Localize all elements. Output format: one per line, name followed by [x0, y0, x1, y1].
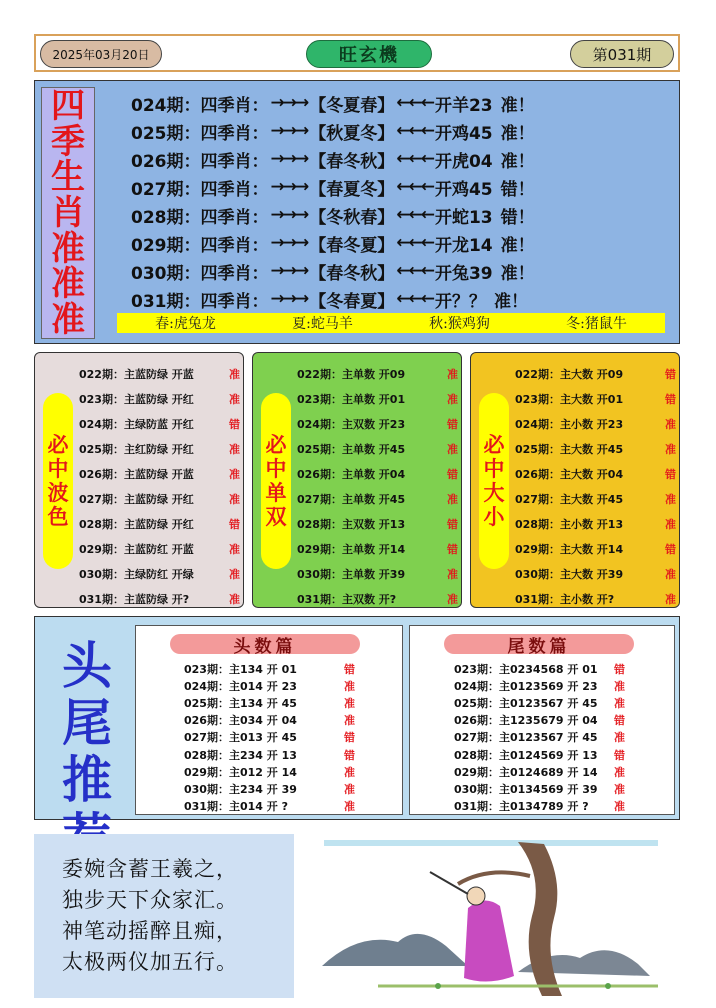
oddeven-result: 错 — [447, 417, 458, 431]
oddeven-row — [297, 536, 457, 561]
wave-text: 029期：主蓝防红 开蓝 — [79, 542, 194, 556]
poem-line: 委婉含蓄王羲之， — [62, 857, 238, 881]
poem-box — [34, 834, 294, 998]
bigsmall-text: 025期：主大数 开45 — [515, 442, 624, 456]
wave-text: 023期：主蓝防绿 开红 — [79, 392, 194, 406]
oddeven-row — [297, 361, 457, 386]
wave-color-list — [79, 361, 239, 611]
season-result: 错！ — [500, 207, 535, 228]
tail-row — [454, 780, 666, 797]
oddeven-text: 022期：主单数 开09 — [297, 367, 406, 381]
season-arrow-left: ←←← — [396, 289, 433, 309]
head-result: 准 — [344, 679, 355, 693]
head-row — [184, 798, 394, 815]
bigsmall-result: 准 — [665, 442, 676, 456]
oddeven-row — [297, 386, 457, 411]
bigsmall-text: 027期：主大数 开45 — [515, 492, 624, 506]
season-open: 开龙14 — [434, 235, 493, 256]
season-row — [131, 285, 671, 313]
sky-strip — [324, 840, 658, 846]
bigsmall-row — [515, 536, 675, 561]
wave-text: 024期：主绿防蓝 开红 — [79, 417, 194, 431]
wave-result: 准 — [229, 367, 240, 381]
grass — [435, 983, 441, 989]
head-row — [184, 660, 394, 677]
big-small-list — [515, 361, 675, 611]
oddeven-text: 030期：主单数 开39 — [297, 567, 406, 581]
tree-branch — [458, 872, 530, 884]
odd-even-label — [261, 393, 291, 569]
label-char: 必 — [265, 432, 287, 457]
bigsmall-result: 准 — [665, 517, 676, 531]
wave-row — [79, 511, 239, 536]
tail-result: 准 — [614, 679, 625, 693]
label-char: 季 — [51, 121, 85, 162]
season-arrow-right: →→→ — [270, 93, 308, 113]
season-result: 准！ — [500, 151, 535, 172]
figure-robe — [464, 900, 514, 981]
bigsmall-row — [515, 561, 675, 586]
season-arrow-right: →→→ — [270, 149, 308, 169]
calligrapher-illustration — [318, 836, 664, 998]
season-row — [131, 173, 671, 201]
season-open: 开虎04 — [434, 151, 493, 172]
wave-row — [79, 486, 239, 511]
bigsmall-text: 022期：主大数 开09 — [515, 367, 624, 381]
head-result: 准 — [344, 782, 355, 796]
head-row — [184, 763, 394, 780]
season-arrow-right: →→→ — [270, 289, 308, 309]
label-char: 推 — [62, 750, 112, 809]
oddeven-result: 准 — [447, 442, 458, 456]
tail-result: 错 — [614, 662, 625, 676]
season-guess: 【春夏冬】 — [309, 179, 395, 200]
season-row — [131, 89, 671, 117]
season-open: 开鸡45 — [434, 179, 493, 200]
season-guess: 【冬秋春】 — [309, 207, 395, 228]
bigsmall-row — [515, 411, 675, 436]
label-char: 中 — [483, 456, 505, 481]
wave-text: 026期：主蓝防绿 开蓝 — [79, 467, 194, 481]
head-text: 024期：主014 开 23 — [184, 679, 297, 693]
bigsmall-text: 031期：主小数 开? — [515, 592, 615, 606]
wave-row — [79, 386, 239, 411]
wave-row — [79, 561, 239, 586]
label-char: 色 — [47, 505, 69, 530]
head-text: 030期：主234 开 39 — [184, 782, 297, 796]
season-period: 024期：四季肖： — [131, 95, 269, 116]
wave-result: 错 — [229, 417, 240, 431]
oddeven-row — [297, 586, 457, 611]
head-text: 025期：主134 开 45 — [184, 696, 297, 710]
oddeven-text: 026期：主单数 开04 — [297, 467, 406, 481]
label-char: 中 — [47, 456, 69, 481]
bigsmall-row — [515, 461, 675, 486]
tail-result: 错 — [614, 748, 625, 762]
season-arrow-right: →→→ — [270, 177, 308, 197]
season-guess: 【春冬夏】 — [309, 235, 395, 256]
four-seasons-section — [34, 80, 680, 344]
season-guess: 【春冬秋】 — [309, 151, 395, 172]
season-arrow-left: ←←← — [396, 121, 433, 141]
label-char: 准 — [51, 228, 85, 269]
label-char: 单 — [265, 481, 287, 505]
wave-row — [79, 411, 239, 436]
poem-line: 太极两仪加五行。 — [62, 950, 238, 974]
wave-result: 准 — [229, 392, 240, 406]
legend-spring: 春:虎兔龙 — [155, 316, 216, 332]
oddeven-result: 准 — [447, 492, 458, 506]
tail-text: 031期：主0134789 开 ? — [454, 800, 589, 814]
season-arrow-left: ←←← — [396, 233, 433, 253]
season-guess: 【冬春夏】 — [309, 291, 395, 312]
bigsmall-row — [515, 386, 675, 411]
wave-row — [79, 586, 239, 611]
tail-row — [454, 694, 666, 711]
head-number-panel — [135, 625, 403, 815]
head-row — [184, 712, 394, 729]
tail-result: 错 — [614, 714, 625, 728]
odd-even-list — [297, 361, 457, 611]
season-row — [131, 117, 671, 145]
label-char: 必 — [47, 432, 69, 457]
label-char: 准 — [51, 300, 85, 341]
bigsmall-result: 错 — [665, 367, 676, 381]
season-result: 错！ — [500, 179, 535, 200]
tail-row — [454, 746, 666, 763]
tail-row — [454, 798, 666, 815]
head-number-list — [184, 660, 394, 815]
tail-number-panel — [409, 625, 675, 815]
wave-result: 准 — [229, 542, 240, 556]
legend-winter: 冬:猪鼠牛 — [566, 316, 627, 332]
head-row — [184, 729, 394, 746]
bigsmall-row — [515, 436, 675, 461]
season-period: 028期：四季肖： — [131, 207, 269, 228]
head-result: 错 — [344, 731, 355, 745]
oddeven-text: 024期：主双数 开23 — [297, 417, 406, 431]
head-text: 026期：主034 开 04 — [184, 714, 297, 728]
season-arrow-right: →→→ — [270, 205, 308, 225]
head-result: 错 — [344, 662, 355, 676]
bigsmall-result: 错 — [665, 392, 676, 406]
label-char: 必 — [483, 432, 505, 457]
label-char: 头 — [62, 636, 112, 695]
bigsmall-text: 024期：主小数 开23 — [515, 417, 624, 431]
oddeven-row — [297, 561, 457, 586]
tail-row — [454, 660, 666, 677]
season-arrow-right: →→→ — [270, 233, 308, 253]
season-period: 029期：四季肖： — [131, 235, 269, 256]
tail-result: 准 — [614, 696, 625, 710]
wave-result: 错 — [229, 517, 240, 531]
season-result: 准！ — [493, 291, 528, 312]
season-row — [131, 201, 671, 229]
season-period: 026期：四季肖： — [131, 151, 269, 172]
wave-row — [79, 461, 239, 486]
label-char: 尾 — [62, 693, 112, 752]
oddeven-row — [297, 461, 457, 486]
poem-line: 独步天下众家汇。 — [62, 888, 238, 912]
legend-autumn: 秋:猴鸡狗 — [429, 316, 490, 332]
bigsmall-text: 029期：主大数 开14 — [515, 542, 624, 556]
tail-text: 030期：主0134569 开 39 — [454, 782, 598, 796]
label-char: 中 — [265, 456, 287, 481]
bigsmall-result: 准 — [665, 567, 676, 581]
bigsmall-result: 准 — [665, 417, 676, 431]
season-period: 027期：四季肖： — [131, 179, 269, 200]
wave-result: 准 — [229, 567, 240, 581]
brand-title: 旺玄機 — [306, 40, 432, 68]
wave-text: 028期：主蓝防绿 开红 — [79, 517, 194, 531]
season-arrow-left: ←←← — [396, 205, 433, 225]
wave-result: 准 — [229, 492, 240, 506]
bigsmall-result: 准 — [665, 592, 676, 606]
tail-text: 028期：主0124569 开 13 — [454, 748, 598, 762]
oddeven-result: 准 — [447, 367, 458, 381]
head-result: 准 — [344, 696, 355, 710]
rock-left — [322, 934, 468, 966]
oddeven-text: 023期：主单数 开01 — [297, 392, 406, 406]
bigsmall-result: 错 — [665, 467, 676, 481]
label-char: 肖 — [51, 192, 85, 233]
four-seasons-label — [41, 87, 95, 339]
season-period: 031期：四季肖： — [131, 291, 269, 312]
season-arrow-right: →→→ — [270, 261, 308, 281]
grass — [605, 983, 611, 989]
season-open: 开？？ — [434, 291, 486, 312]
label-char: 大 — [483, 481, 505, 505]
head-tail-label — [47, 637, 127, 865]
season-arrow-right: →→→ — [270, 121, 308, 141]
head-number-title: 头数篇 — [170, 634, 360, 654]
oddeven-result: 错 — [447, 517, 458, 531]
season-result: 准！ — [500, 123, 535, 144]
oddeven-text: 028期：主双数 开13 — [297, 517, 406, 531]
tail-text: 027期：主0123567 开 45 — [454, 731, 598, 745]
bigsmall-row — [515, 586, 675, 611]
bigsmall-row — [515, 361, 675, 386]
head-text: 027期：主013 开 45 — [184, 731, 297, 745]
issue-badge: 第031期 — [570, 40, 674, 68]
wave-text: 022期：主蓝防绿 开蓝 — [79, 367, 194, 381]
bigsmall-result: 准 — [665, 492, 676, 506]
wave-row — [79, 436, 239, 461]
oddeven-text: 025期：主单数 开45 — [297, 442, 406, 456]
tail-number-list — [454, 660, 666, 815]
tail-result: 准 — [614, 765, 625, 779]
oddeven-text: 029期：主单数 开14 — [297, 542, 406, 556]
wave-result: 准 — [229, 467, 240, 481]
legend-summer: 夏:蛇马羊 — [292, 316, 353, 332]
head-row — [184, 677, 394, 694]
season-open: 开兔39 — [434, 263, 493, 284]
label-char: 小 — [483, 505, 505, 530]
head-text: 031期：主014 开 ? — [184, 800, 288, 814]
tail-result: 准 — [614, 731, 625, 745]
wave-text: 027期：主蓝防绿 开红 — [79, 492, 194, 506]
season-period: 030期：四季肖： — [131, 263, 269, 284]
bigsmall-row — [515, 511, 675, 536]
season-row — [131, 145, 671, 173]
season-result: 准！ — [500, 235, 535, 256]
season-arrow-left: ←←← — [396, 177, 433, 197]
bigsmall-text: 023期：主大数 开01 — [515, 392, 624, 406]
bigsmall-row — [515, 486, 675, 511]
wave-result: 准 — [229, 442, 240, 456]
figure-head — [467, 887, 485, 905]
oddeven-row — [297, 511, 457, 536]
bigsmall-result: 错 — [665, 542, 676, 556]
header-bar — [34, 34, 680, 72]
label-char: 生 — [51, 157, 85, 198]
season-arrow-left: ←←← — [396, 261, 433, 281]
oddeven-text: 027期：主单数 开45 — [297, 492, 406, 506]
oddeven-row — [297, 436, 457, 461]
season-open: 开鸡45 — [434, 123, 493, 144]
label-char: 波 — [47, 481, 69, 505]
oddeven-result: 准 — [447, 567, 458, 581]
tail-number-title: 尾数篇 — [444, 634, 634, 654]
wave-row — [79, 536, 239, 561]
season-open: 开羊23 — [434, 95, 493, 116]
oddeven-result: 准 — [447, 592, 458, 606]
oddeven-row — [297, 411, 457, 436]
wave-text: 025期：主红防绿 开红 — [79, 442, 194, 456]
head-result: 准 — [344, 800, 355, 814]
odd-even-box — [252, 352, 462, 608]
season-legend — [117, 313, 665, 333]
head-text: 023期：主134 开 01 — [184, 662, 297, 676]
tail-text: 023期：主0234568 开 01 — [454, 662, 598, 676]
wave-text: 031期：主蓝防绿 开? — [79, 592, 190, 606]
oddeven-text: 031期：主双数 开? — [297, 592, 397, 606]
label-char: 四 — [51, 85, 85, 126]
oddeven-result: 准 — [447, 392, 458, 406]
head-text: 029期：主012 开 14 — [184, 765, 297, 779]
wave-result: 准 — [229, 592, 240, 606]
label-char: 准 — [51, 264, 85, 305]
tail-row — [454, 712, 666, 729]
head-result: 错 — [344, 748, 355, 762]
wave-color-label — [43, 393, 73, 569]
tail-row — [454, 729, 666, 746]
season-guess: 【冬夏春】 — [309, 95, 395, 116]
season-row — [131, 257, 671, 285]
tail-result: 准 — [614, 782, 625, 796]
bigsmall-text: 026期：主大数 开04 — [515, 467, 624, 481]
head-row — [184, 780, 394, 797]
head-row — [184, 746, 394, 763]
tail-text: 026期：主1235679 开 04 — [454, 714, 598, 728]
season-open: 开蛇13 — [434, 207, 493, 228]
oddeven-result: 错 — [447, 542, 458, 556]
label-char: 双 — [265, 505, 287, 530]
head-row — [184, 694, 394, 711]
tail-text: 025期：主0123567 开 45 — [454, 696, 598, 710]
bigsmall-text: 030期：主大数 开39 — [515, 567, 624, 581]
season-period: 025期：四季肖： — [131, 123, 269, 144]
bigsmall-text: 028期：主小数 开13 — [515, 517, 624, 531]
season-result: 准！ — [500, 95, 535, 116]
tail-row — [454, 763, 666, 780]
oddeven-result: 错 — [447, 467, 458, 481]
season-arrow-left: ←←← — [396, 93, 433, 113]
season-result: 准！ — [500, 263, 535, 284]
head-result: 准 — [344, 714, 355, 728]
head-text: 028期：主234 开 13 — [184, 748, 297, 762]
wave-color-box — [34, 352, 244, 608]
four-seasons-list — [131, 89, 671, 313]
big-small-label — [479, 393, 509, 569]
head-result: 准 — [344, 765, 355, 779]
tail-result: 准 — [614, 800, 625, 814]
season-row — [131, 229, 671, 257]
season-guess: 【春冬秋】 — [309, 263, 395, 284]
tail-row — [454, 677, 666, 694]
date-badge: 2025年03月20日 — [40, 40, 162, 68]
wave-row — [79, 361, 239, 386]
big-small-box — [470, 352, 680, 608]
poem-line: 神笔动摇醉且痴， — [62, 919, 238, 943]
head-tail-section — [34, 616, 680, 820]
season-guess: 【秋夏冬】 — [309, 123, 395, 144]
wave-text: 030期：主绿防红 开绿 — [79, 567, 194, 581]
tail-text: 029期：主0124689 开 14 — [454, 765, 598, 779]
tail-text: 024期：主0123569 开 23 — [454, 679, 598, 693]
oddeven-row — [297, 486, 457, 511]
season-arrow-left: ←←← — [396, 149, 433, 169]
